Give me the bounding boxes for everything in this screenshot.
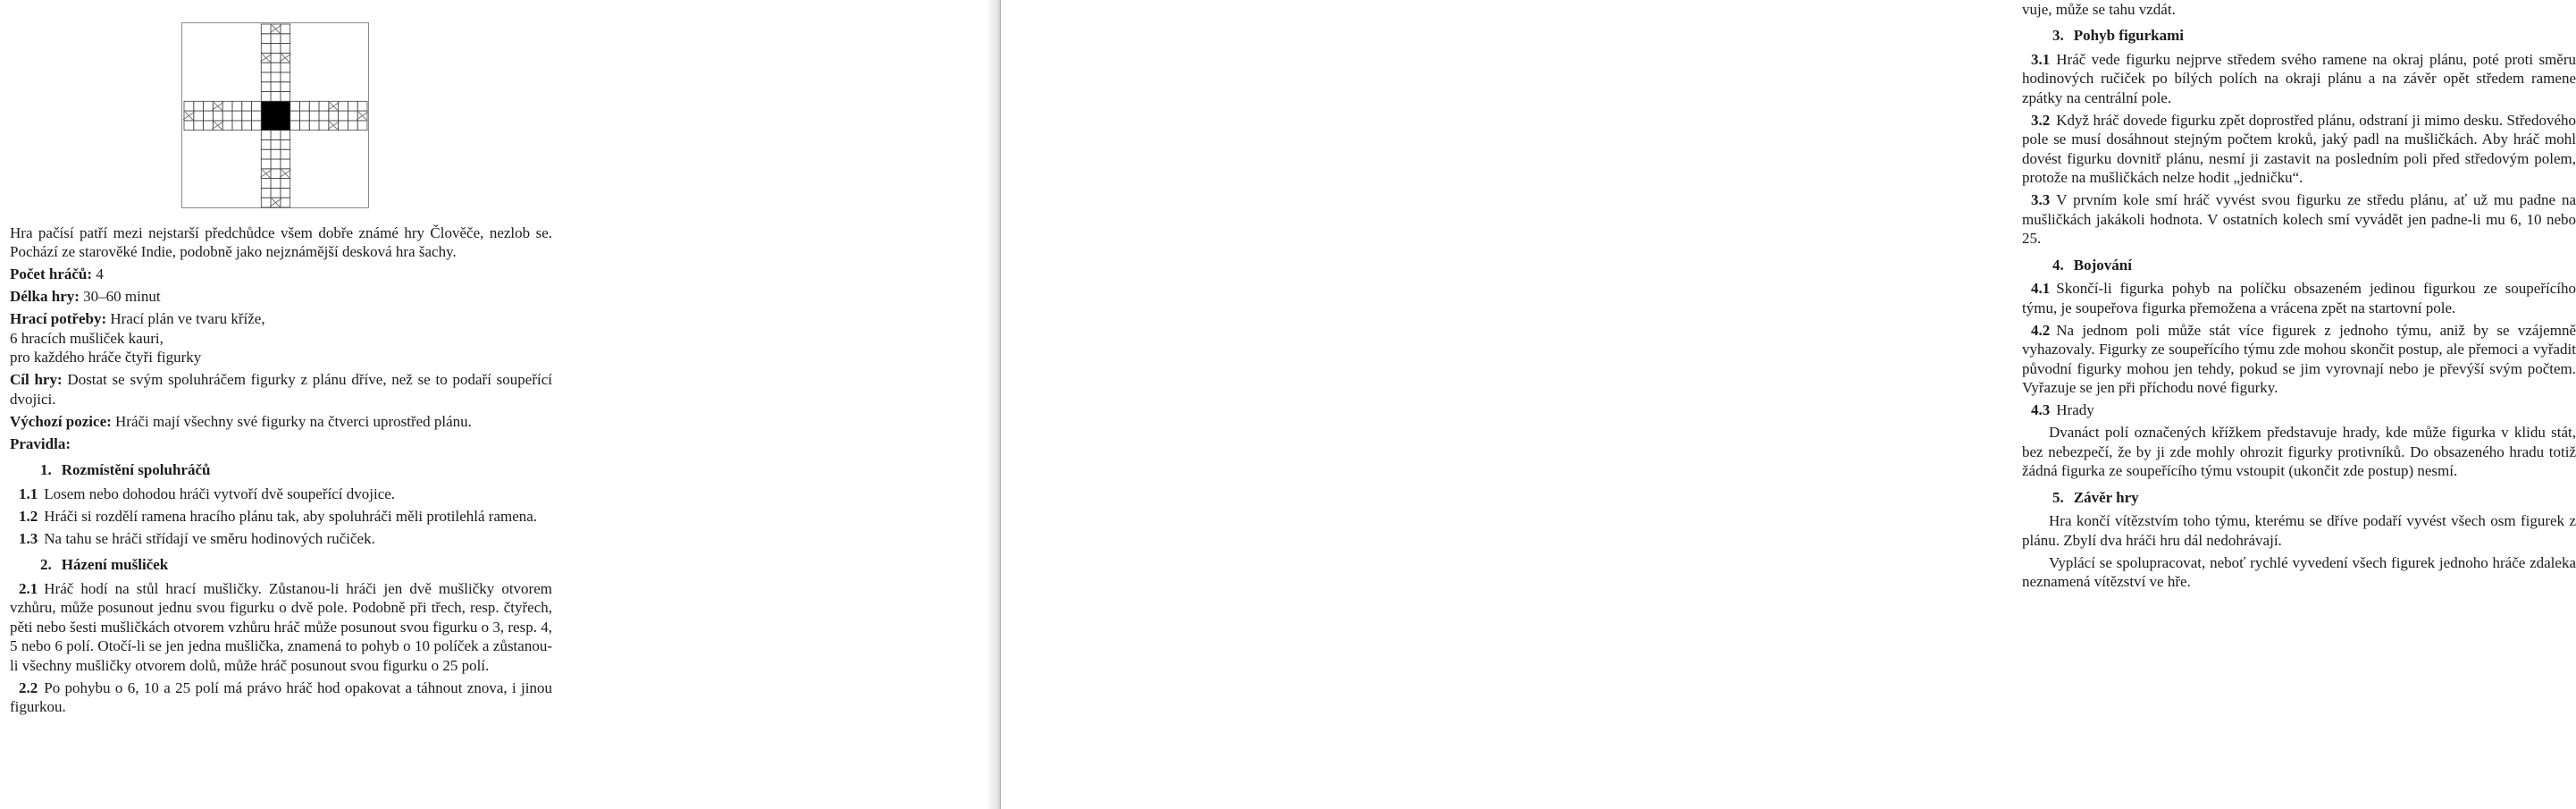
rule-item: 2.1 Hráč hodí na stůl hrací mušličky. Zůstanou-li hráči jen dvě mušličky otvorem vzhůru, může posunout jednu svou figurku o dvě pole. Podobně při třech, resp. čtyřech, pěti nebo šesti mušličkách otvorem vzhůru hráč může posunout svou figurku o 3, resp. 4, 5 nebo 6 polí. Otočí-li se jen jedna mušlička, znamená to pohyb o 10 políček a zůstanou-li všechny mušličky otvorem dolů, může hráč posunout svou figurku o 25 polí.: [10, 579, 552, 674]
rule-item: 3.3 V prvním kole smí hráč vyvést svou figurku ze středu plánu, ať už mu padne na mušličkách jakákoli hodnota. V ostatních kolech smí vyvádět jen padne-li mu 6, 10 nebo 25.: [2022, 191, 2576, 247]
section-heading: 4. Bojování: [2052, 256, 2132, 274]
paragraph: vuje, může se tahu vzdát.: [2022, 0, 2176, 18]
board-figure: [181, 22, 369, 208]
paragraph: Hra končí vítězstvím toho týmu, kterému se dříve podaří vyvést všech osm figurek z plánu. Zbylí dva hráči hru dál nedohrávají.: [2022, 512, 2576, 549]
rule-item: 4.1 Skončí-li figurka pohyb na políčku obsazeném jedinou figurkou ze soupeřícího týmu, je soupeřova figurka přemožena a vrácena zpět na startovní pole.: [2022, 280, 2576, 316]
pachisi-board-diagram: [184, 24, 367, 207]
section-heading: 5. Závěr hry: [2052, 488, 2139, 506]
rule-item: 3.1 Hráč vede figurku nejprve středem svého ramene na okraj plánu, poté proti směru hodinových ručiček po bílých polích na okraji plánu a na závěr opět středem ramene zpátky na centrální pole.: [2022, 50, 2576, 106]
page-left: [0, 0, 988, 809]
rule-item: 3.2 Když hráč dovede figurku zpět doprostřed plánu, odstraní ji mimo desku. Středového pole se musí dosáhnout stejným počtem kroků, jaký padl na mušličkách. Aby hráč mohl dovést figurku dovnitř plánu, nesmí ji zastavit na posledním poli před středovým polem, protože na mušličkách nelze hodit „jedničku“.: [2022, 111, 2576, 186]
rule-item: 1.3 Na tahu se hráči střídají ve směru hodinových ručiček.: [19, 529, 375, 547]
left-column: [10, 220, 552, 720]
fact-line: Délka hry: 30–60 minut: [10, 288, 161, 305]
right-column: [2022, 0, 2576, 594]
rule-item: 1.1 Losem nebo dohodou hráči vytvoří dvě soupeřící dvojice.: [19, 485, 396, 502]
rule-item: 1.2 Hráči si rozdělí ramena hracího plánu tak, aby spoluhráči měli protilehlá ramena.: [19, 507, 538, 525]
paragraph: Vyplácí se spolupracovat, neboť rychlé vyvedení všech figurek jednoho hráče zdaleka neznamená vítězství ve hře.: [2022, 553, 2576, 590]
rule-item: 4.3 Hrady: [2031, 401, 2094, 418]
fact-line: Cíl hry: Dostat se svým spoluhráčem figurky z plánu dříve, než se to podaří soupeřící dvojici.: [10, 371, 552, 408]
fact-line: Pravidla:: [10, 434, 71, 452]
rule-item: 4.2 Na jednom poli může stát více figurek z jednoho týmu, aniž by se vzájemně vyhazovaly. Figurky ze soupeřícího týmu zde mohou skončit postup, ale přemoci a vyřadit původní figurky mohou jen tehdy, pokud se jim vyrovnají nebo je převýší svým počtem. Vyřazuje se jen při příchodu nové figurky.: [2022, 321, 2576, 396]
fact-line: Výchozí pozice: Hráči mají všechny své figurky na čtverci uprostřed plánu.: [10, 412, 472, 430]
paragraph: Dvanáct polí označených křížkem představuje hrady, kde může figurka v klidu stát, bez nebezpečí, že by ji zde mohly ohrozit figurky protivníků. Do obsazeného hradu totiž žádná figurka ze soupeřícího týmu vstoupit (ukončit zde postup) nesmí.: [2022, 424, 2576, 479]
fact-line: Hrací potřeby: Hrací plán ve tvaru kříže, 6 hracích mušliček kauri, pro každého hráče čtyři figurky: [10, 310, 265, 366]
rule-item: 2.2 Po pohybu o 6, 10 a 25 polí má právo hráč hod opakovat a táhnout znova, i jinou figurkou.: [10, 678, 552, 715]
page-divider: [988, 0, 1001, 809]
section-heading: 1. Rozmístění spoluhráčů: [40, 461, 211, 478]
page-right: [1001, 0, 2576, 809]
fact-line: Počet hráčů: 4: [10, 265, 104, 282]
section-heading: 3. Pohyb figurkami: [2052, 27, 2185, 44]
section-heading: 2. Házení mušliček: [40, 556, 169, 573]
paragraph: Hra pačísí patří mezi nejstarší předchůdce všem dobře známé hry Člověče, nezlob se. Pochází ze starověké Indie, podobně jako nejznámější desková hra šachy.: [10, 223, 552, 260]
